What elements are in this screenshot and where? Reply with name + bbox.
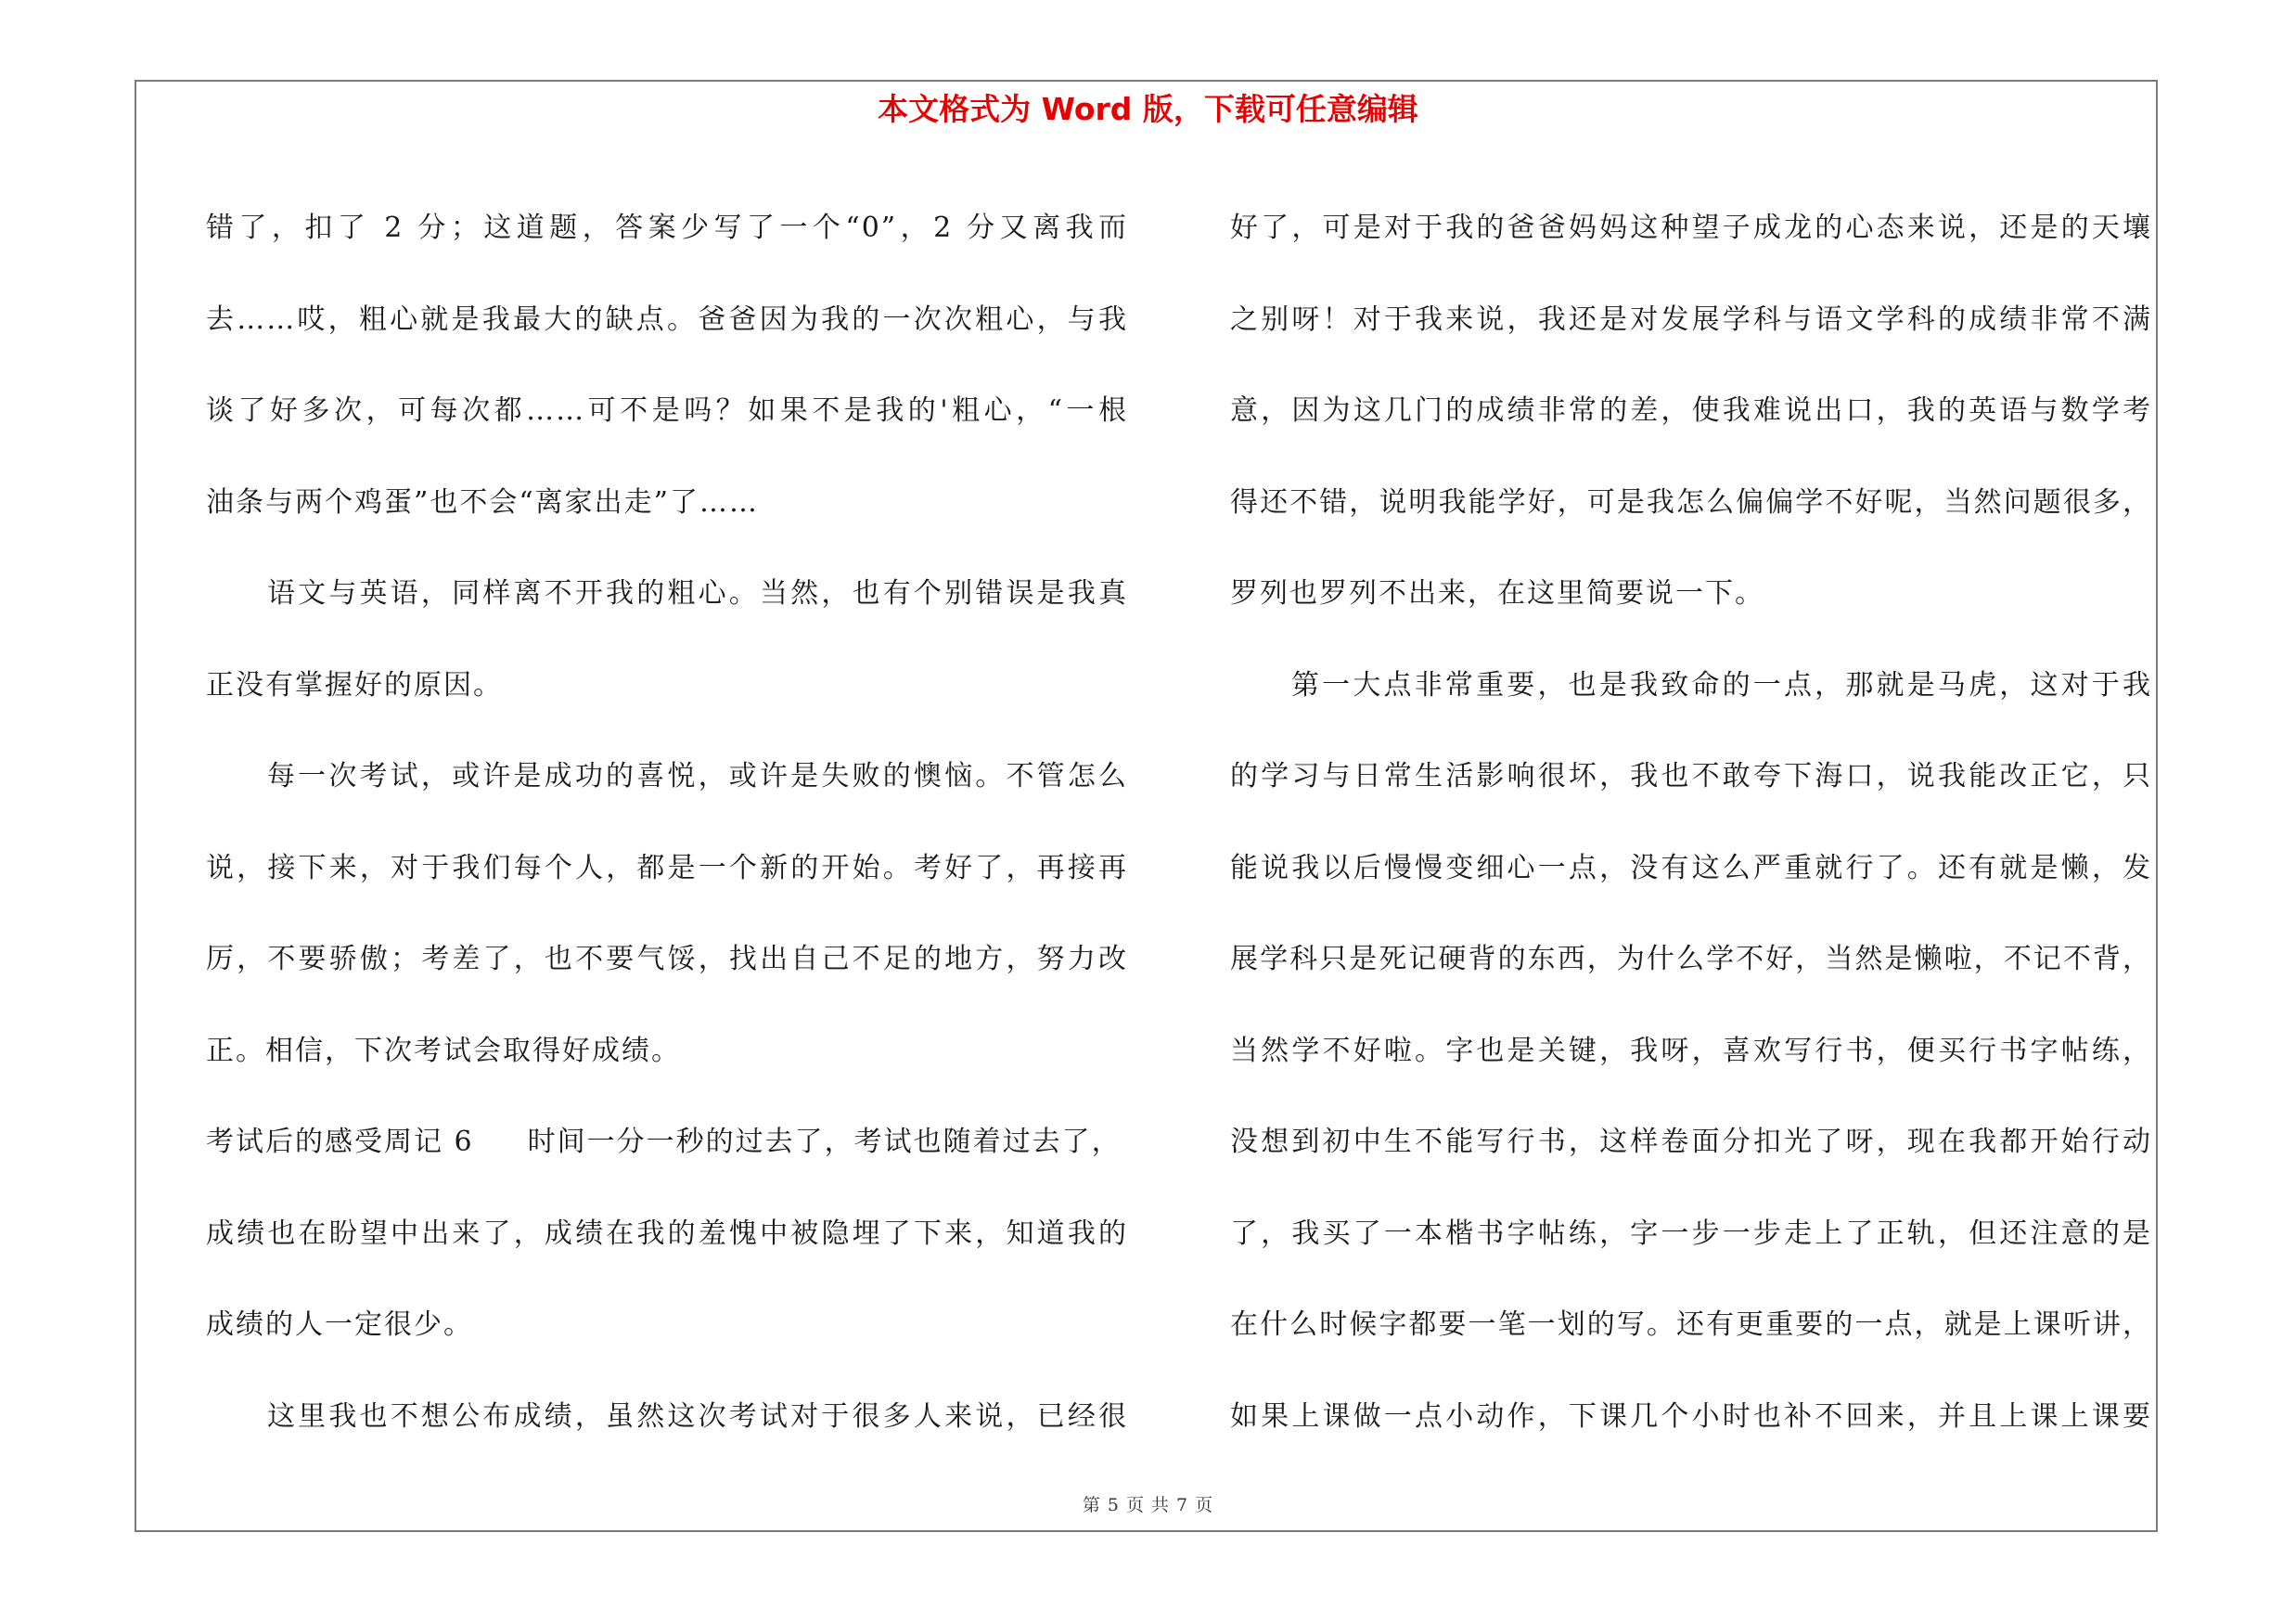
text-line: 如果上课做一点小动作，下课几个小时也补不回来，并且上课上课要 — [1230, 1399, 2152, 1433]
text-line: 说，接下来，对于我们每个人，都是一个新的开始。考好了，再接再 — [206, 851, 1128, 884]
text-line: 没想到初中生不能写行书，这样卷面分扣光了呀，现在我都开始行动 — [1230, 1126, 2152, 1158]
text-line: 了，我买了一本楷书字帖练，字一步一步走上了正轨，但还注意的是 — [1230, 1217, 2152, 1250]
text-line: 展学科只是死记硬背的东西，为什么学不好，当然是懒啦，不记不背， — [1230, 943, 2152, 975]
text-line: 每一次考试，或许是成功的喜悦，或许是失败的懊恼。不管怎么 — [267, 760, 1128, 792]
page-footer: 第 5 页 共 7 页 — [1082, 1495, 1214, 1515]
text-line: 谈了好多次，可每次都……可不是吗？如果不是我的'粗心，“一根 — [206, 394, 1128, 427]
text-line: 成绩的人一定很少。 — [206, 1308, 473, 1341]
paragraph-text: 时间一分一秒的过去了，考试也随着过去了， — [527, 1126, 1122, 1158]
text-line: 错了，扣了 2 分；这道题，答案少写了一个“0”，2 分又离我而 — [206, 212, 1128, 244]
text-line: 正。相信，下次考试会取得好成绩。 — [206, 1034, 681, 1067]
text-line: 在什么时候字都要一笔一划的写。还有更重要的一点，就是上课听讲， — [1230, 1308, 2152, 1341]
text-line: 当然学不好啦。字也是关键，我呀，喜欢写行书，便买行书字帖练， — [1230, 1034, 2152, 1067]
text-line: 得还不错，说明我能学好，可是我怎么偏偏学不好呢，当然问题很多， — [1230, 485, 2152, 519]
text-line: 能说我以后慢慢变细心一点，没有这么严重就行了。还有就是懒，发 — [1230, 851, 2152, 884]
text-line: 这里我也不想公布成绩，虽然这次考试对于很多人来说，已经很 — [267, 1399, 1128, 1433]
text-line: 去……哎，粗心就是我最大的缺点。爸爸因为我的一次次粗心，与我 — [206, 303, 1128, 336]
text-line: 成绩也在盼望中出来了，成绩在我的羞愧中被隐埋了下来，知道我的 — [206, 1217, 1128, 1250]
text-line: 意，因为这几门的成绩非常的差，使我难说出口，我的英语与数学考 — [1230, 394, 2152, 427]
format-notice-banner: 本文格式为 Word 版，下载可任意编辑 — [878, 91, 1418, 127]
text-line: 第一大点非常重要，也是我致命的一点，那就是马虎，这对于我 — [1291, 668, 2152, 702]
text-line — [206, 1097, 1128, 1189]
right-text-column — [1230, 183, 2152, 1462]
text-line: 厉，不要骄傲；考差了，也不要气馁，找出自己不足的地方，努力改 — [206, 943, 1128, 975]
text-line: 罗列也罗列不出来，在这里简要说一下。 — [1230, 577, 1764, 610]
text-line: 油条与两个鸡蛋”也不会“离家出走”了…… — [206, 485, 760, 519]
essay-title: 考试后的感受周记 6 — [206, 1126, 474, 1158]
text-line: 的学习与日常生活影响很坏，我也不敢夸下海口，说我能改正它，只 — [1230, 760, 2152, 792]
text-line: 语文与英语，同样离不开我的粗心。当然，也有个别错误是我真 — [267, 577, 1128, 610]
text-line: 之别呀！对于我来说，我还是对发展学科与语文学科的成绩非常不满 — [1230, 303, 2152, 336]
left-text-column — [206, 183, 1128, 1462]
text-line: 正没有掌握好的原因。 — [206, 668, 503, 702]
text-line: 好了，可是对于我的爸爸妈妈这种望子成龙的心态来说，还是的天壤 — [1230, 212, 2152, 244]
